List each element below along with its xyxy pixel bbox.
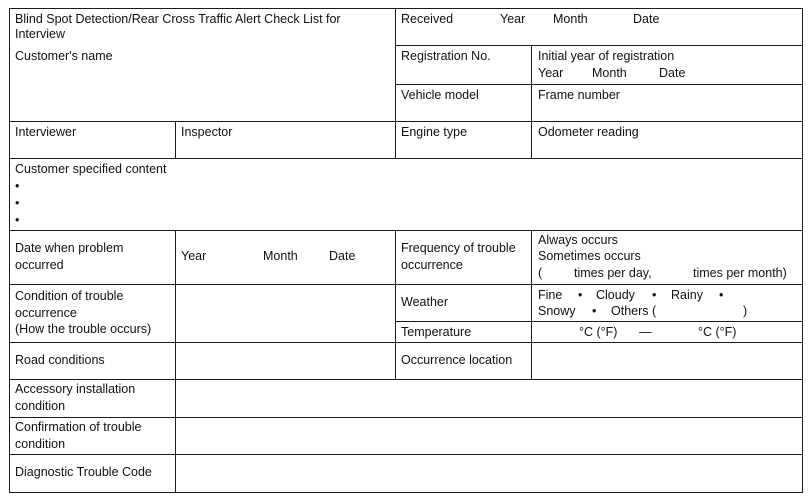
row-line <box>9 417 803 418</box>
engine-type-label: Engine type <box>401 125 468 139</box>
row-line <box>9 158 803 159</box>
road-conditions-label: Road conditions <box>15 353 105 367</box>
interviewer-label: Interviewer <box>15 125 77 139</box>
content-bullet: • <box>15 179 20 193</box>
row-line <box>9 492 803 493</box>
weather-rainy: Rainy <box>671 288 703 302</box>
title-line: Interview <box>15 27 66 41</box>
weather-others: Others ( <box>611 304 657 318</box>
row-line <box>395 45 803 46</box>
date-problem-date: Date <box>329 249 356 263</box>
col-line <box>395 8 396 159</box>
temperature-unit: °C (°F) <box>698 325 737 339</box>
customer-name-label: Customer's name <box>15 49 113 63</box>
weather-bullet: • <box>578 288 583 302</box>
registration-no-label: Registration No. <box>401 49 491 63</box>
inspector-label: Inspector <box>181 125 233 139</box>
title-line: Blind Spot Detection/Rear Cross Traffic Alert Check List for <box>15 12 341 26</box>
accessory-label: condition <box>15 399 66 413</box>
weather-fine: Fine <box>538 288 563 302</box>
frame-number-label: Frame number <box>538 88 620 102</box>
col-line <box>531 45 532 159</box>
dtc-label: Diagnostic Trouble Code <box>15 465 152 479</box>
row-line <box>9 379 803 380</box>
content-bullet: • <box>15 213 20 227</box>
frequency-per-month: times per month) <box>693 266 787 280</box>
vehicle-model-label: Vehicle model <box>401 88 479 102</box>
odometer-reading-label: Odometer reading <box>538 125 639 139</box>
temperature-unit: °C (°F) <box>579 325 618 339</box>
initial-year-label: Initial year of registration <box>538 49 675 63</box>
received-date: Date <box>633 12 660 26</box>
frequency-paren-open: ( <box>538 266 543 280</box>
col-line <box>395 230 396 380</box>
initial-year-year: Year <box>538 66 564 80</box>
condition-label: (How the trouble occurs) <box>15 322 152 336</box>
frequency-label: Frequency of trouble <box>401 241 516 255</box>
col-line <box>531 230 532 380</box>
initial-year-date: Date <box>659 66 686 80</box>
temperature-dash: — <box>639 325 652 339</box>
frequency-per-day: times per day, <box>574 266 652 280</box>
row-line <box>395 321 803 322</box>
confirmation-label: condition <box>15 437 66 451</box>
col-line <box>802 8 803 493</box>
weather-others-close: ) <box>743 304 748 318</box>
weather-snowy: Snowy <box>538 304 576 318</box>
frequency-sometimes: Sometimes occurs <box>538 249 641 263</box>
received-month: Month <box>553 12 588 26</box>
weather-cloudy: Cloudy <box>596 288 635 302</box>
initial-year-month: Month <box>592 66 627 80</box>
row-line <box>9 121 803 122</box>
date-problem-label: Date when problem <box>15 241 124 255</box>
col-line <box>9 8 10 493</box>
received-label: Received <box>401 12 454 26</box>
temperature-label: Temperature <box>401 325 472 339</box>
customer-specified-content-label: Customer specified content <box>15 162 167 176</box>
confirmation-label: Confirmation of trouble <box>15 420 142 434</box>
row-line <box>9 284 803 285</box>
weather-bullet: • <box>592 304 597 318</box>
received-year: Year <box>500 12 526 26</box>
condition-label: occurrence <box>15 306 77 320</box>
occurrence-location-label: Occurrence location <box>401 353 513 367</box>
date-problem-year: Year <box>181 249 207 263</box>
row-line <box>9 454 803 455</box>
row-line <box>9 8 803 9</box>
row-line <box>395 84 803 85</box>
weather-bullet: • <box>719 288 724 302</box>
weather-label: Weather <box>401 295 449 309</box>
frequency-label: occurrence <box>401 258 463 272</box>
accessory-label: Accessory installation <box>15 382 136 396</box>
date-problem-label: occurred <box>15 258 64 272</box>
content-bullet: • <box>15 196 20 210</box>
row-line <box>9 230 803 231</box>
frequency-always: Always occurs <box>538 233 618 247</box>
col-line <box>175 121 176 159</box>
condition-label: Condition of trouble <box>15 289 124 303</box>
row-line <box>9 342 803 343</box>
checklist-title <box>15 11 341 43</box>
col-line <box>175 230 176 493</box>
weather-bullet: • <box>652 288 657 302</box>
date-problem-month: Month <box>263 249 298 263</box>
